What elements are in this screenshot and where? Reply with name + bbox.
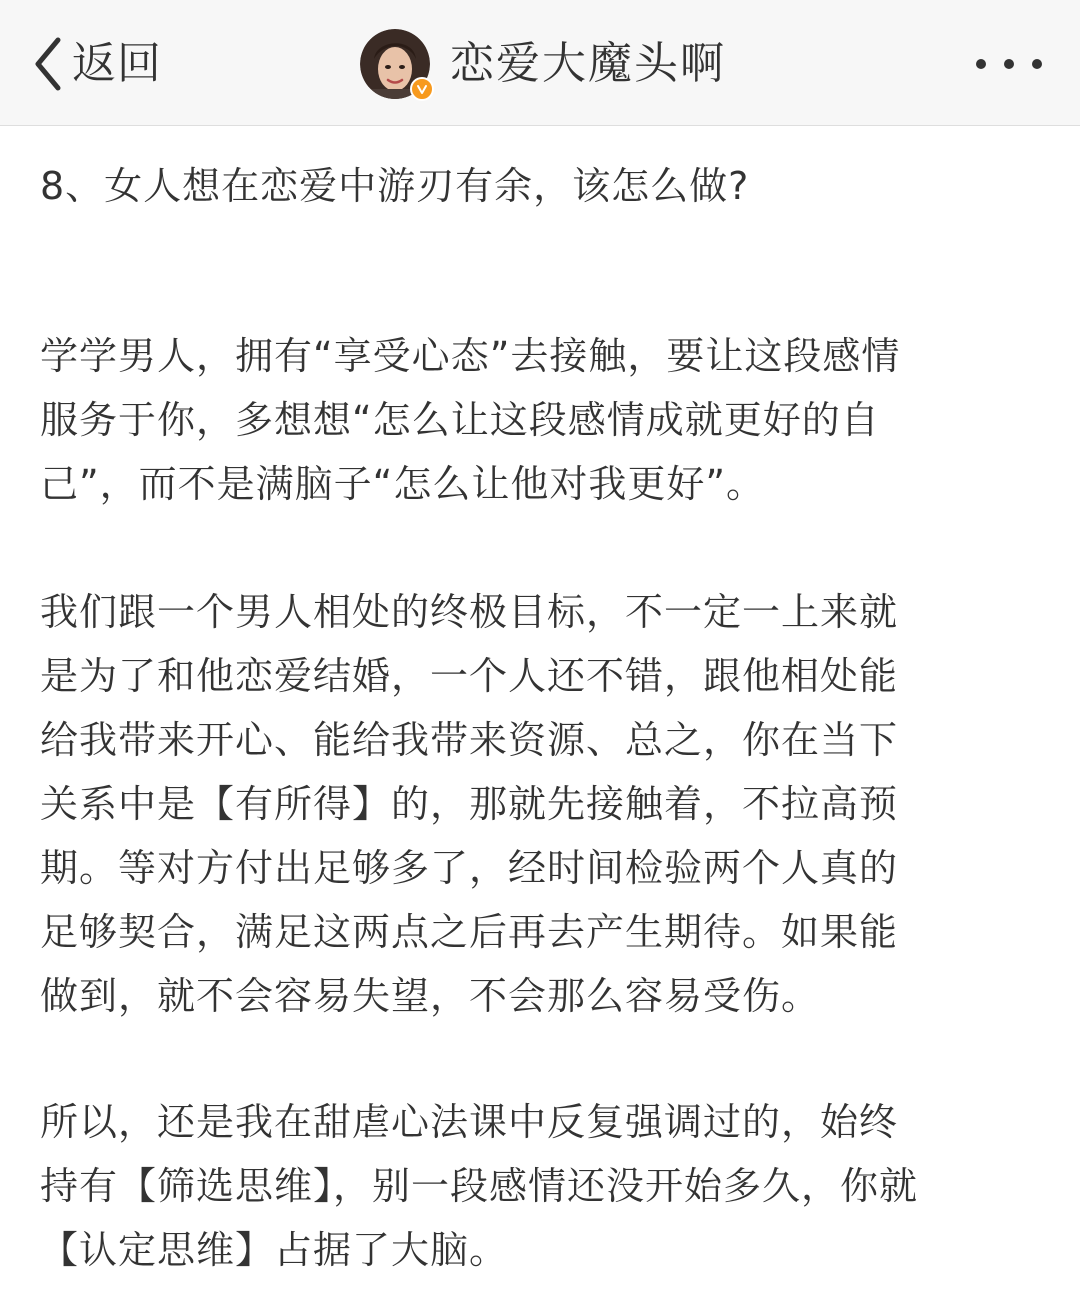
paragraph [40, 580, 1025, 1028]
paragraph-line: 【认定思维】占据了大脑。 [40, 1228, 509, 1272]
paragraph-line: 期。等对方付出足够多了，经时间检验两个人真的 [40, 846, 899, 890]
back-label: 返回 [72, 38, 162, 89]
paragraph-line: 是为了和他恋爱结婚，一个人还不错，跟他相处能 [40, 654, 899, 698]
username[interactable]: 恋爱大魔头啊 [450, 38, 726, 89]
paragraph-line: 做到，就不会容易失望，不会那么容易受伤。 [40, 974, 821, 1018]
paragraph-line: 给我带来开心、能给我带来资源、总之，你在当下 [40, 718, 899, 762]
dot [1004, 59, 1014, 69]
paragraph-line: 足够契合，满足这两点之后再去产生期待。如果能 [40, 910, 899, 954]
paragraph [40, 324, 1025, 516]
dot [976, 59, 986, 69]
chevron-left-icon [32, 36, 64, 92]
verified-badge-icon [410, 77, 434, 101]
more-dots-icon[interactable] [976, 48, 1042, 80]
top-navigation-bar [0, 0, 1080, 126]
paragraph-line: 持有【筛选思维】，别一段感情还没开始多久，你就 [40, 1164, 919, 1208]
paragraph-line: 服务于你，多想想“怎么让这段感情成就更好的自 [40, 398, 880, 442]
profile-header[interactable] [360, 28, 726, 100]
paragraph-line: 所以，还是我在甜虐心法课中反复强调过的，始终 [40, 1100, 899, 1144]
paragraph-line: 己”，而不是满脑子“怎么让他对我更好”。 [40, 462, 766, 506]
avatar[interactable] [360, 29, 430, 99]
paragraph [40, 1090, 1025, 1282]
dot [1032, 59, 1042, 69]
back-button[interactable] [32, 28, 162, 100]
paragraph-line: 我们跟一个男人相处的终极目标，不一定一上来就 [40, 590, 899, 634]
paragraph-line: 学学男人，拥有“享受心态”去接触，要让这段感情 [40, 334, 901, 378]
paragraph-line: 关系中是【有所得】的，那就先接触着，不拉高预 [40, 782, 899, 826]
post-heading: 8、女人想在恋爱中游刃有余，该怎么做? [40, 164, 750, 208]
